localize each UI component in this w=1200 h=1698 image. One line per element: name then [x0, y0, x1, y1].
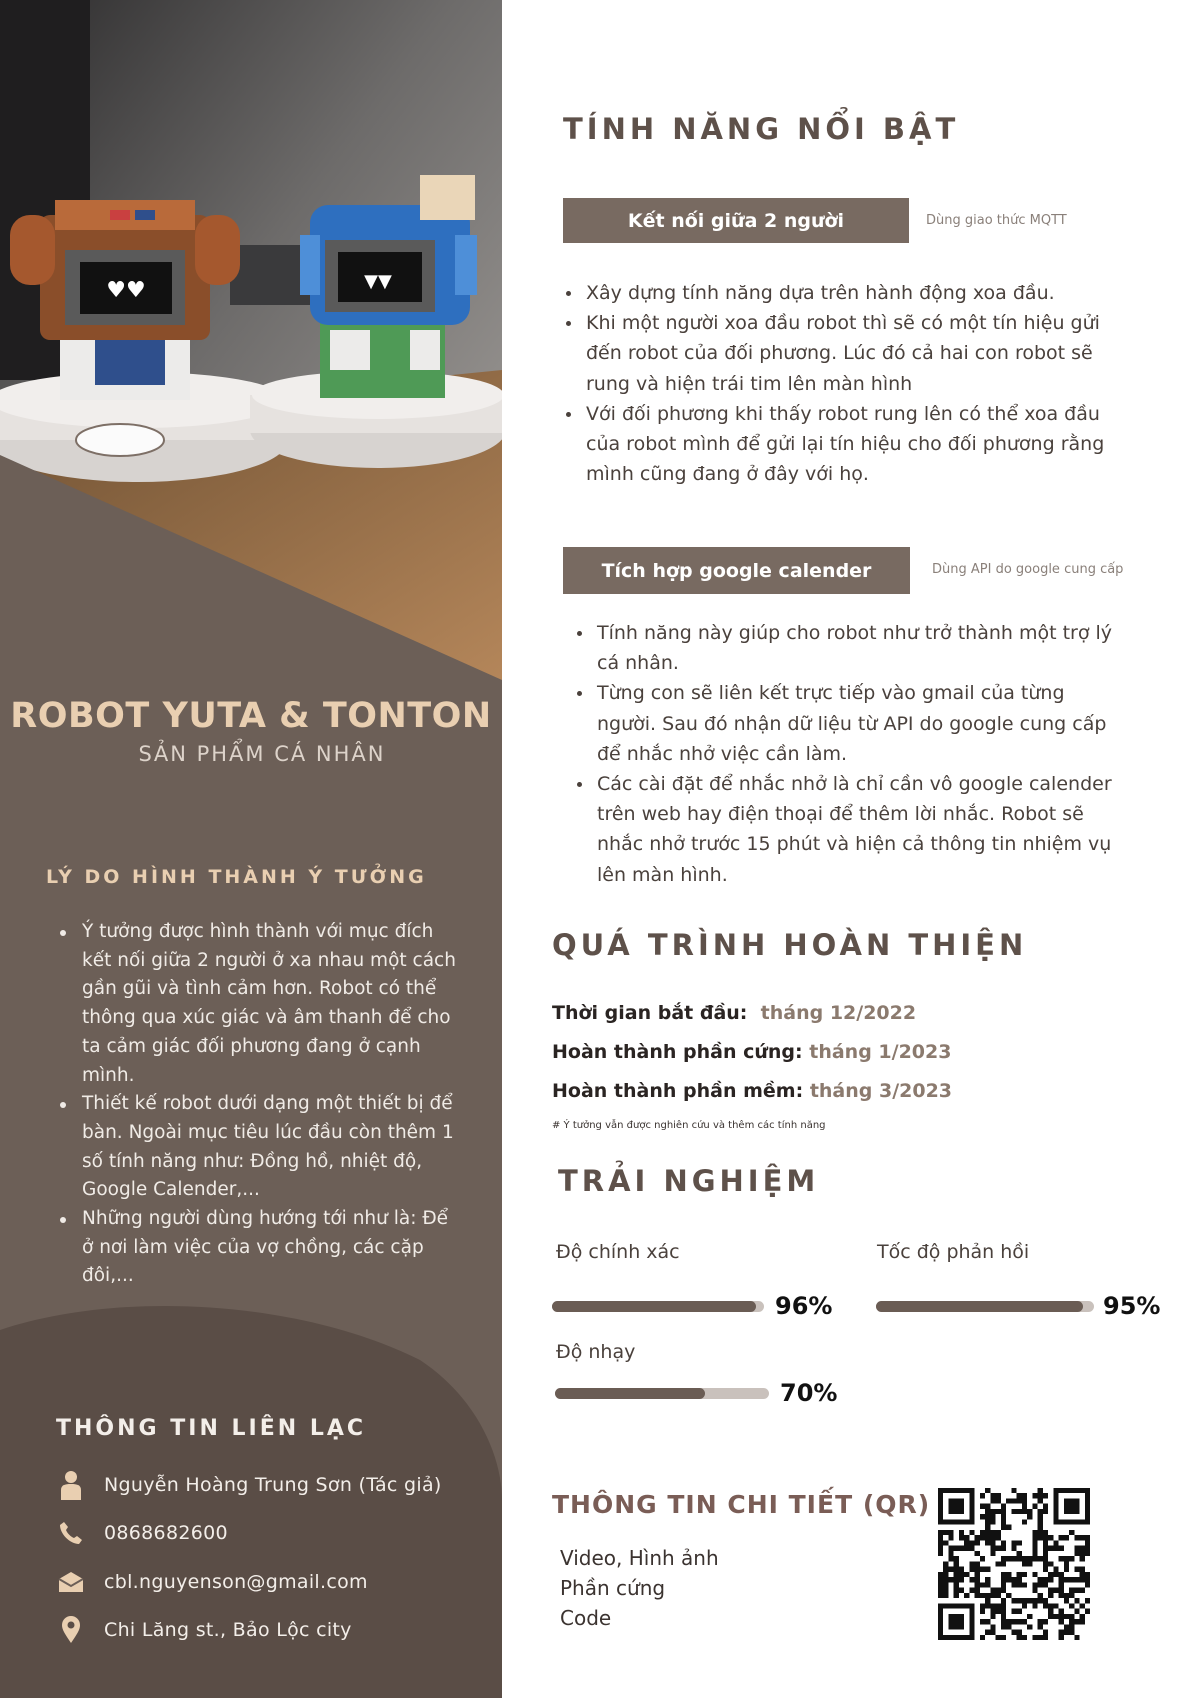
metric-label-sensitivity: Độ nhạy [556, 1341, 636, 1363]
metric-bar-fill [552, 1301, 756, 1312]
metric-bar-fill [876, 1301, 1083, 1312]
qr-contents-list [560, 1543, 719, 1633]
metric-bar-response [876, 1301, 1094, 1312]
timeline-note: # Ý tưởng vẫn được nghiên cứu và thêm các tính năng [552, 1120, 826, 1131]
timeline-start-value: tháng 12/2022 [760, 1002, 917, 1024]
contact-phone-row [56, 1516, 228, 1550]
contact-heading: THÔNG TIN LIÊN LẠC [56, 1416, 367, 1441]
contact-phone[interactable]: 0868682600 [104, 1522, 228, 1544]
metric-value-accuracy: 96% [775, 1292, 833, 1320]
experience-heading: TRẢI NGHIỆM [558, 1164, 820, 1198]
reason-heading: LÝ DO HÌNH THÀNH Ý TƯỞNG [46, 866, 427, 888]
feature-list-mqtt [562, 278, 1122, 489]
contact-address: Chi Lăng st., Bảo Lộc city [104, 1619, 352, 1641]
contact-email[interactable]: cbl.nguyenson@gmail.com [104, 1571, 368, 1593]
contact-name-row [56, 1468, 442, 1502]
feature-item: Xây dựng tính năng dựa trên hành động xoa đầu. [562, 278, 1122, 308]
location-pin-icon [56, 1615, 86, 1645]
reason-item: Ý tưởng được hình thành với mục đích kết nối giữa 2 người ở xa nhau một cách gần gũi và tình cảm hơn. Robot có thể thông qua xúc giác và âm thanh để cho ta cảm giác đối phương đang ở cạnh mình. [58, 918, 458, 1090]
timeline-hardware-label: Hoàn thành phần cứng: [552, 1041, 803, 1063]
product-title: ROBOT YUTA & TONTON [10, 696, 492, 736]
timeline-start [552, 1002, 916, 1024]
timeline-hardware [552, 1041, 951, 1063]
metric-label-response: Tốc độ phản hồi [877, 1241, 1030, 1263]
contact-email-row [56, 1565, 368, 1599]
contact-address-row [56, 1613, 352, 1647]
qr-code[interactable] [938, 1488, 1090, 1640]
metric-bar-sensitivity [555, 1388, 769, 1399]
envelope-icon [56, 1567, 86, 1597]
metric-value-sensitivity: 70% [780, 1379, 838, 1407]
feature-item: Tính năng này giúp cho robot như trở thành một trợ lý cá nhân. [573, 618, 1123, 678]
metric-value-response: 95% [1103, 1292, 1161, 1320]
feature-note-calendar: Dùng API do google cung cấp [932, 562, 1124, 577]
contact-name: Nguyễn Hoàng Trung Sơn (Tác giả) [104, 1474, 442, 1496]
timeline-software-label: Hoàn thành phần mềm: [552, 1080, 804, 1102]
feature-list-calendar [573, 618, 1123, 890]
feature-item: Với đối phương khi thấy robot rung lên có thể xoa đầu của robot mình để gửi lại tín hiệu cho đối phương rằng mình cũng đang ở đây với họ. [562, 399, 1122, 490]
feature-note-mqtt: Dùng giao thức MQTT [926, 213, 1067, 228]
left-panel [0, 0, 502, 1698]
svg-text:▼▼: ▼▼ [364, 271, 392, 292]
person-icon [56, 1470, 86, 1500]
features-heading: TÍNH NĂNG NỔI BẬT [563, 112, 960, 146]
reason-list [58, 918, 458, 1291]
product-subtitle: SẢN PHẨM CÁ NHÂN [138, 742, 386, 766]
reason-item: Những người dùng hướng tới như là: Để ở nơi làm việc của vợ chồng, các cặp đôi,... [58, 1205, 458, 1291]
timeline-hardware-value: tháng 1/2023 [809, 1041, 952, 1063]
timeline-software-value: tháng 3/2023 [809, 1080, 953, 1102]
metric-bar-accuracy [552, 1301, 764, 1312]
reason-item: Thiết kế robot dưới dạng một thiết bị để bàn. Ngoài mục tiêu lúc đầu còn thêm 1 số tính năng như: Đồng hồ, nhiệt độ, Google Calender,... [58, 1090, 458, 1205]
feature-label-calendar: Tích hợp google calender [563, 547, 910, 594]
metric-bar-fill [555, 1388, 705, 1399]
feature-item: Khi một người xoa đầu robot thì sẽ có một tín hiệu gửi đến robot của đối phương. Lúc đó cả hai con robot sẽ rung và hiện trái tim lên màn hình [562, 308, 1122, 399]
svg-text:♥♥: ♥♥ [106, 278, 146, 303]
feature-item: Các cài đặt để nhắc nhở là chỉ cần vô google calender trên web hay điện thoại để thêm lời nhắc. Robot sẽ nhắc nhở trước 15 phút và hiện cả thông tin nhiệm vụ lên màn hình. [573, 769, 1123, 890]
qr-item: Phần cứng [560, 1576, 666, 1600]
metric-label-accuracy: Độ chính xác [556, 1241, 680, 1263]
feature-label-mqtt: Kết nối giữa 2 người [563, 198, 909, 243]
left-panel-bands [0, 0, 502, 1698]
qr-heading: THÔNG TIN CHI TIẾT (QR) [552, 1490, 931, 1519]
phone-icon [56, 1518, 86, 1548]
timeline-software [552, 1080, 952, 1102]
qr-item: Video, Hình ảnh [560, 1546, 719, 1570]
qr-item: Code [560, 1606, 612, 1630]
timeline-start-label: Thời gian bắt đầu: [552, 1002, 748, 1024]
timeline-heading: QUÁ TRÌNH HOÀN THIỆN [552, 928, 1028, 962]
feature-item: Từng con sẽ liên kết trực tiếp vào gmail của từng người. Sau đó nhận dữ liệu từ API do google cung cấp để nhắc nhở việc cần làm. [573, 678, 1123, 769]
